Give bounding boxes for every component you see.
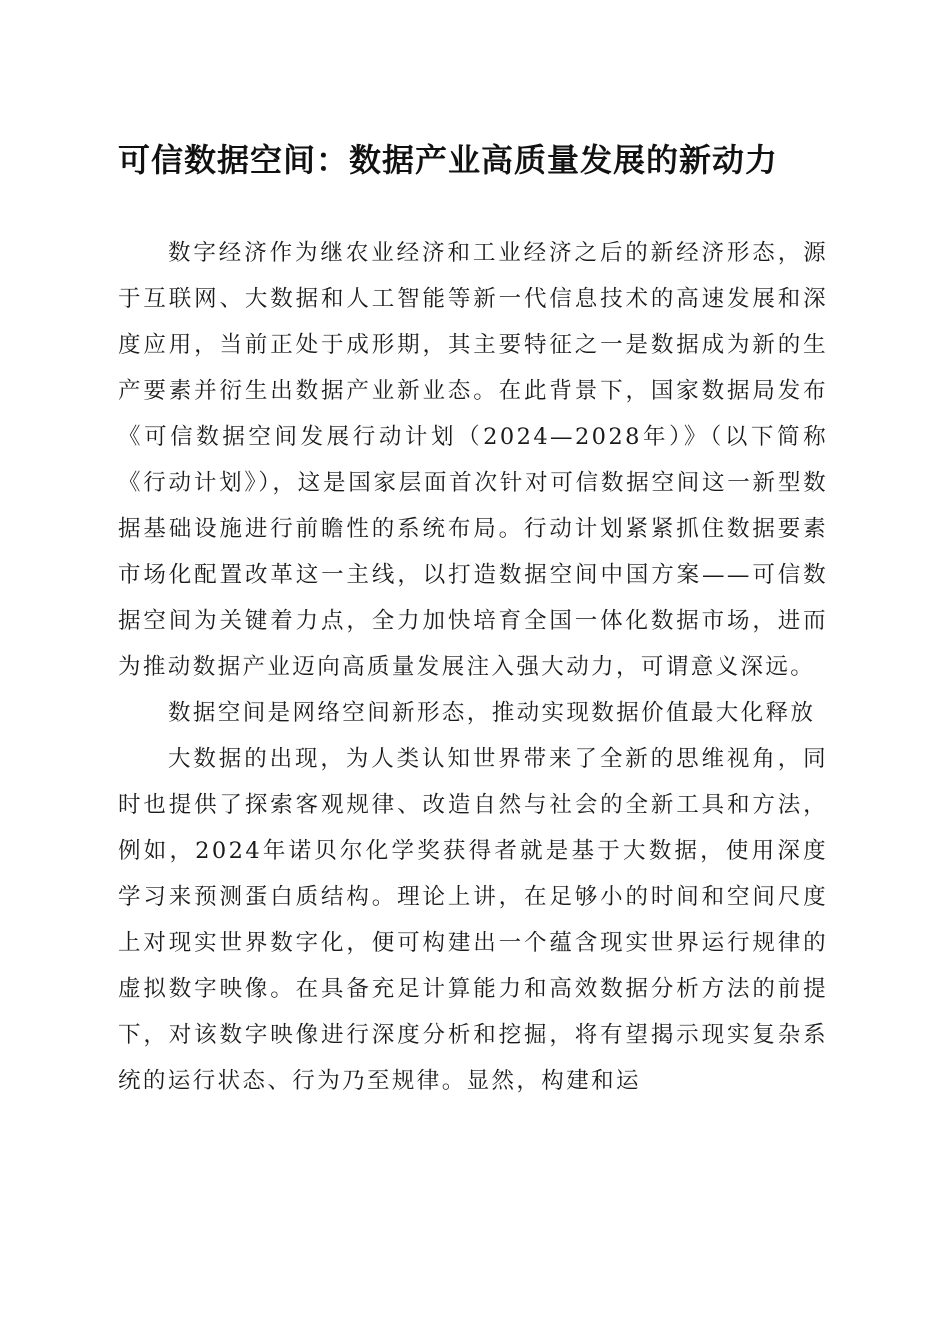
paragraph-big-data: 大数据的出现，为人类认知世界带来了全新的思维视角，同时也提供了探索客观规律、改造自然与社会的全新工具和方法，例如，2024年诺贝尔化学奖获得者就是基于大数据，使用深度学习来预测蛋白质结构。理论上讲，在足够小的时间和空间尺度上对现实世界数字化，便可构建出一个蕴含现实世界运行规律的虚拟数字映像。在具备充足计算能力和高效数据分析方法的前提下，对该数字映像进行深度分析和挖掘，将有望揭示现实复杂系统的运行状态、行为乃至规律。显然，构建和运 — [118, 746, 828, 1094]
paragraph-section-heading: 数据空间是网络空间新形态，推动实现数据价值最大化释放 — [168, 700, 816, 726]
document-body — [118, 230, 828, 1104]
document-title: 可信数据空间：数据产业高质量发展的新动力 — [118, 141, 779, 179]
paragraph-intro: 数字经济作为继农业经济和工业经济之后的新经济形态，源于互联网、大数据和人工智能等新一代信息技术的高速发展和深度应用，当前正处于成形期，其主要特征之一是数据成为新的生产要素并衍生出数据产业新业态。在此背景下，国家数据局发布《可信数据空间发展行动计划（2024—2028年）》（以下简称《行动计划》），这是国家层面首次针对可信数据空间这一新型数据基础设施进行前瞻性的系统布局。行动计划紧紧抓住数据要素市场化配置改革这一主线，以打造数据空间中国方案——可信数据空间为关键着力点，全力加快培育全国一体化数据市场，进而为推动数据产业迈向高质量发展注入强大动力，可谓意义深远。 — [118, 240, 828, 680]
